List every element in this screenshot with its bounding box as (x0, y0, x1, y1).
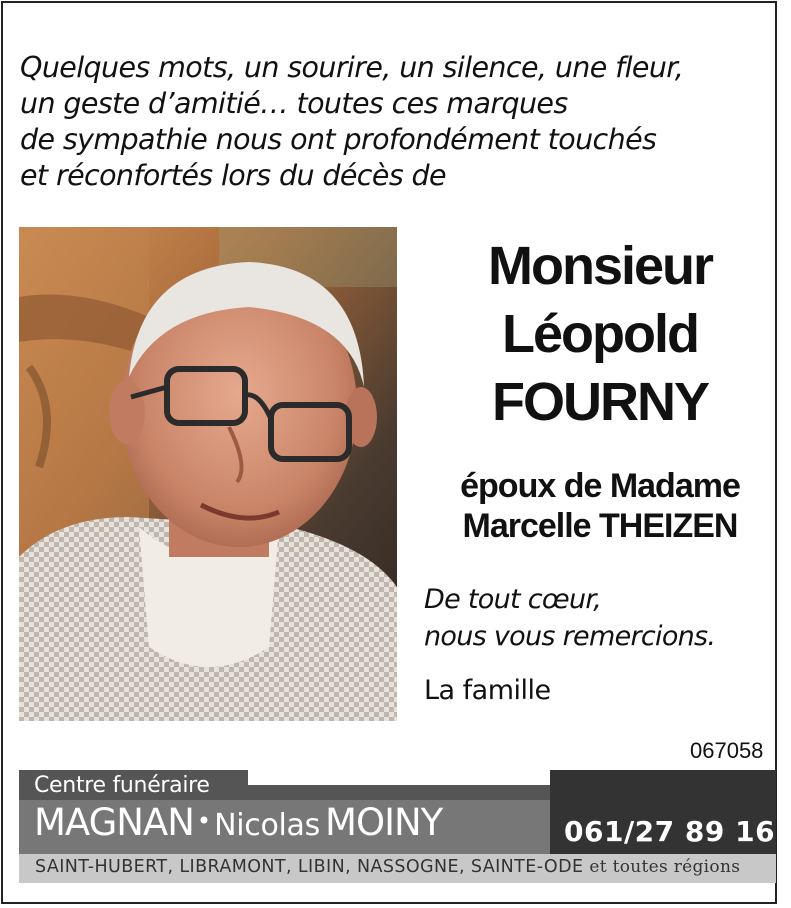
phone-number: 061/27 89 16 (564, 815, 776, 848)
intro-line: Quelques mots, un sourire, un silence, une fleur, (20, 51, 684, 84)
intro-line: et réconfortés lors du décès de (20, 159, 446, 192)
funeral-home-name (34, 801, 442, 844)
signature: La famille (424, 675, 551, 706)
name-magnan: MAGNAN (34, 801, 194, 844)
intro-line: de sympathie nous ont profondément touchés (20, 123, 657, 156)
spouse-line-1: époux de Madame (460, 467, 740, 505)
name-first: Léopold (502, 304, 698, 364)
places-tail: et toutes régions (589, 857, 741, 877)
intro-text (20, 50, 760, 194)
name-moiny: MOINY (325, 801, 443, 844)
name-nicolas: Nicolas (214, 808, 320, 843)
thanks-line-1: De tout cœur, (424, 584, 602, 615)
service-areas (35, 857, 740, 877)
name-separator: • (196, 807, 212, 835)
name-title: Monsieur (487, 236, 713, 296)
spouse-info (420, 466, 780, 546)
reference-number: 067058 (690, 738, 764, 763)
deceased-name (420, 232, 780, 436)
funeral-home-label: Centre funéraire (19, 770, 248, 800)
places-list: SAINT-HUBERT, LIBRAMONT, LIBIN, NASSOGNE, SAINTE-ODE (35, 857, 584, 877)
name-last: FOURNY (492, 372, 708, 432)
spouse-line-2: Marcelle THEIZEN (462, 507, 738, 545)
thanks-message (424, 581, 715, 655)
portrait-photo (19, 227, 397, 721)
label-band-extension (248, 785, 550, 800)
intro-line: un geste d’amitié… toutes ces marques (20, 87, 568, 120)
thanks-line-2: nous vous remercions. (424, 621, 716, 652)
